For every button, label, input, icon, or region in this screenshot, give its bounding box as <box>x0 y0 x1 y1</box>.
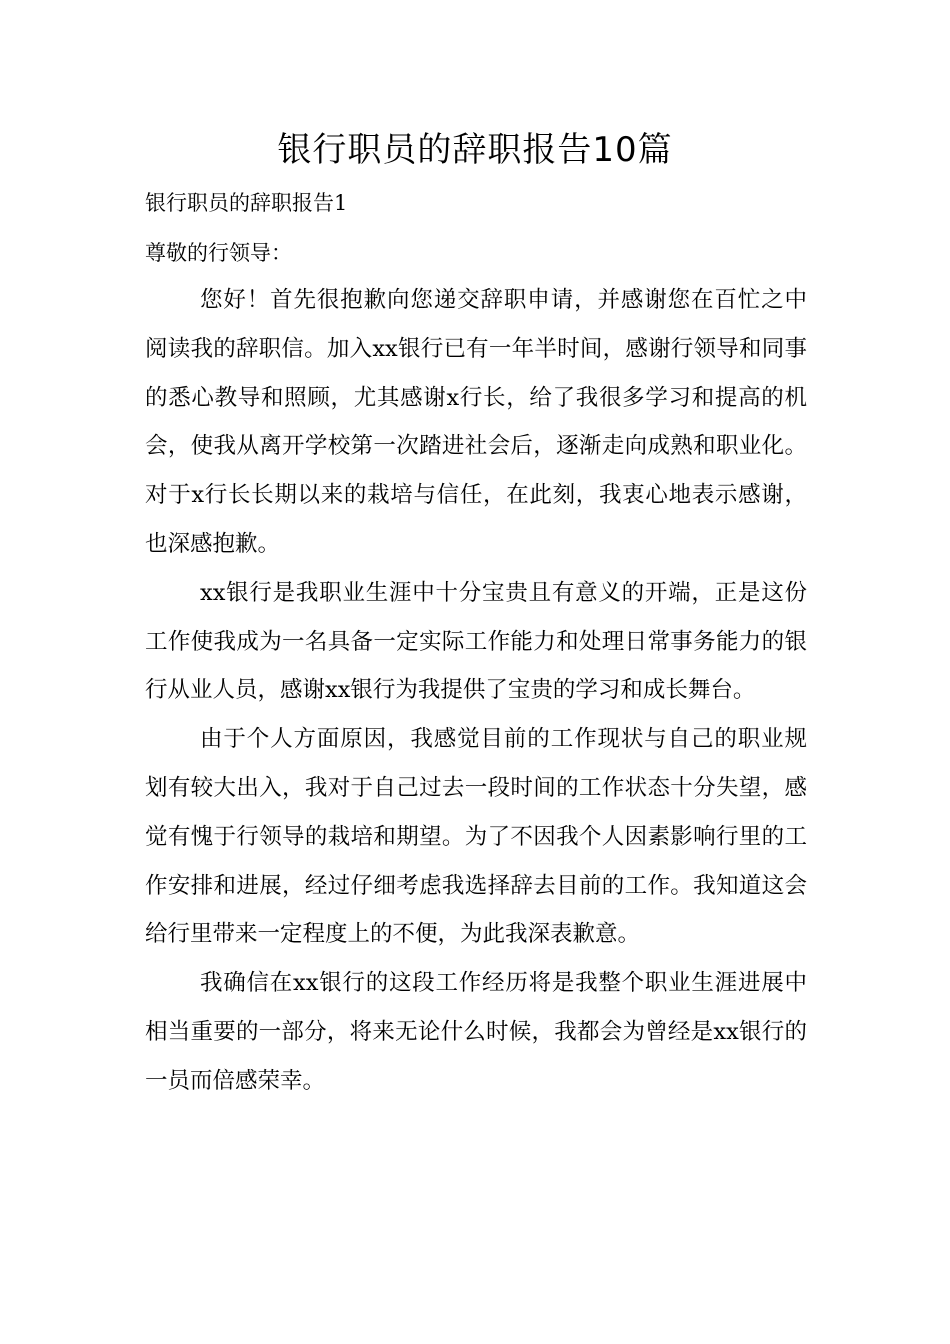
document-title: 银行职员的辞职报告10篇 <box>277 130 673 170</box>
section-heading: 银行职员的辞职报告1 <box>145 191 348 215</box>
salutation: 尊敬的行领导： <box>145 241 292 265</box>
letter-body <box>145 276 807 1106</box>
paragraph-3: 由于个人方面原因，我感觉目前的工作现状与自己的职业规划有较大出入，我对于自己过去一段时间的工作状态十分失望，感觉有愧于行领导的栽培和期望。为了不因我个人因素影响行里的工作安排和进展，经过仔细考虑我选择辞去目前的工作。我知道这会给行里带来一定程度上的不便，为此我深表歉意。 <box>145 726 807 948</box>
paragraph-4: 我确信在xx银行的这段工作经历将是我整个职业生涯进展中相当重要的一部分，将来无论什么时候，我都会为曾经是xx银行的一员而倍感荣幸。 <box>145 970 807 1094</box>
paragraph-1: 您好！首先很抱歉向您递交辞职申请，并感谢您在百忙之中阅读我的辞职信。加入xx银行已有一年半时间，感谢行领导和同事的悉心教导和照顾，尤其感谢x行长，给了我很多学习和提高的机会，使我从离开学校第一次踏进社会后，逐渐走向成熟和职业化。对于x行长长期以来的栽培与信任，在此刻，我衷心地表示感谢，也深感抱歉。 <box>145 287 807 557</box>
paragraph-2: xx银行是我职业生涯中十分宝贵且有意义的开端，正是这份工作使我成为一名具备一定实际工作能力和处理日常事务能力的银行从业人员，感谢xx银行为我提供了宝贵的学习和成长舞台。 <box>145 579 807 704</box>
